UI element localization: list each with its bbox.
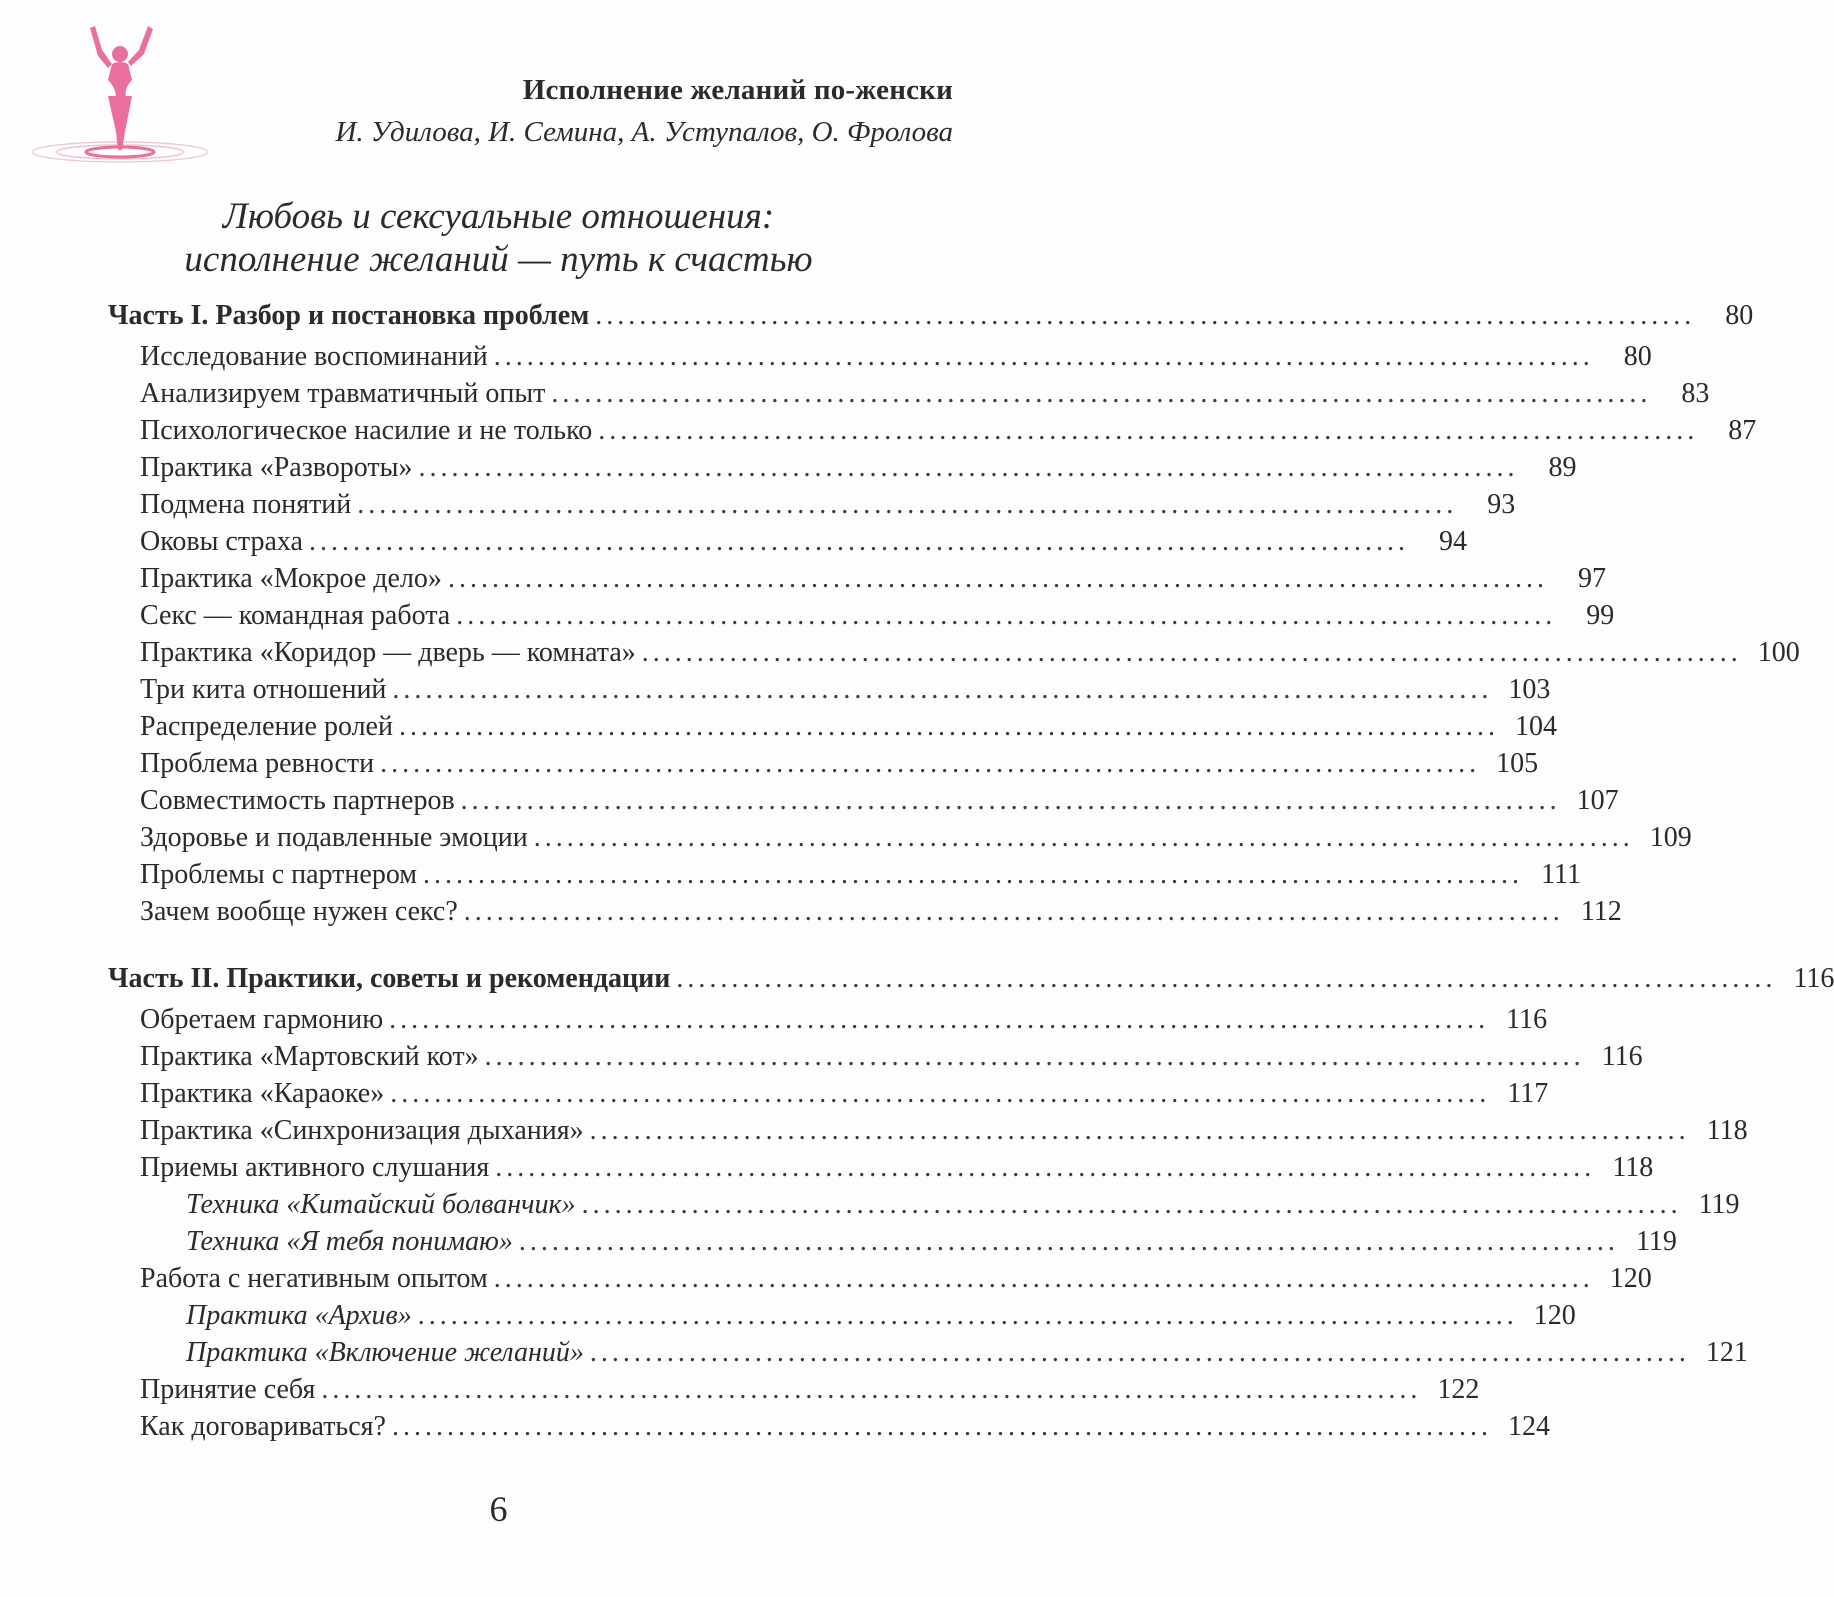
section-heading-line-2: исполнение желаний — путь к счастью: [184, 239, 813, 280]
toc-entry: Работа с негативным опытом .................................................................................................... 120: [140, 1263, 1652, 1294]
toc-entry: Зачем вообще нужен секс? .................................................................................................... 112: [140, 896, 1622, 927]
book-title: Исполнение желаний по-женски: [522, 74, 953, 106]
toc-entry: Практика «Мартовский кот» .................................................................................................... 116: [140, 1041, 1643, 1072]
toc-subentry: Техника «Китайский болванчик» .................................................................................................... 119: [186, 1189, 1740, 1220]
toc-entry: Исследование воспоминаний .................................................................................................... 80: [140, 341, 1652, 372]
toc-entry: Практика «Синхронизация дыхания» .................................................................................................... 118: [140, 1115, 1748, 1146]
toc-entry: Психологическое насилие и не только .................................................................................................... 87: [140, 415, 1757, 446]
toc-subentry: Практика «Включение желаний» .................................................................................................... 121: [186, 1337, 1748, 1368]
toc-entry: Практика «Коридор — дверь — комната» .................................................................................................... 100: [140, 637, 1800, 668]
toc-entry: Распределение ролей .................................................................................................... 104: [140, 711, 1557, 742]
toc-entry: Приемы активного слушания .................................................................................................... 118: [140, 1152, 1654, 1183]
section-heading-line-1: Любовь и сексуальные отношения:: [222, 196, 775, 237]
toc-entry: Анализируем травматичный опыт .................................................................................................... 83: [140, 378, 1710, 409]
section-heading: [0, 195, 997, 281]
toc-entry: Три кита отношений .................................................................................................... 103: [140, 674, 1551, 705]
toc-entry: Секс — командная работа .................................................................................................... 99: [140, 600, 1615, 631]
toc-entry: Как договариваться? .................................................................................................... 124: [140, 1411, 1550, 1442]
toc-entry: Принятие себя .................................................................................................... 122: [140, 1374, 1480, 1405]
toc-entry: Оковы страха .................................................................................................... 94: [140, 526, 1467, 557]
toc-entry: Обретаем гармонию .................................................................................................... 116: [140, 1004, 1548, 1035]
book-authors: И. Удилова, И. Семина, А. Уступалов, О. Фролова: [335, 116, 953, 148]
toc-entry: Проблема ревности .................................................................................................... 105: [140, 748, 1539, 779]
toc-entry: Подмена понятий .................................................................................................... 93: [140, 489, 1516, 520]
toc-part-heading: Часть I. Разбор и постановка проблем .................................................................................................... 80: [108, 300, 1754, 331]
toc-subentry: Практика «Архив» .................................................................................................... 120: [186, 1300, 1576, 1331]
toc-part-heading: Часть II. Практики, советы и рекомендации .................................................................................................... 116: [108, 963, 1834, 994]
toc-entry: Совместимость партнеров .................................................................................................... 107: [140, 785, 1619, 816]
toc-entry: Практика «Мокрое дело» .................................................................................................... 97: [140, 563, 1606, 594]
page-number: 6: [489, 1489, 508, 1529]
toc-entry: Здоровье и подавленные эмоции .................................................................................................... 109: [140, 822, 1692, 853]
toc-entry: Проблемы с партнером .................................................................................................... 111: [140, 859, 1582, 890]
dancing-woman-logo-icon: [28, 20, 214, 170]
toc-subentry: Техника «Я тебя понимаю» .................................................................................................... 119: [186, 1226, 1677, 1257]
toc-entry: Практика «Развороты» .................................................................................................... 89: [140, 452, 1577, 483]
toc-entry: Практика «Караоке» .................................................................................................... 117: [140, 1078, 1549, 1109]
